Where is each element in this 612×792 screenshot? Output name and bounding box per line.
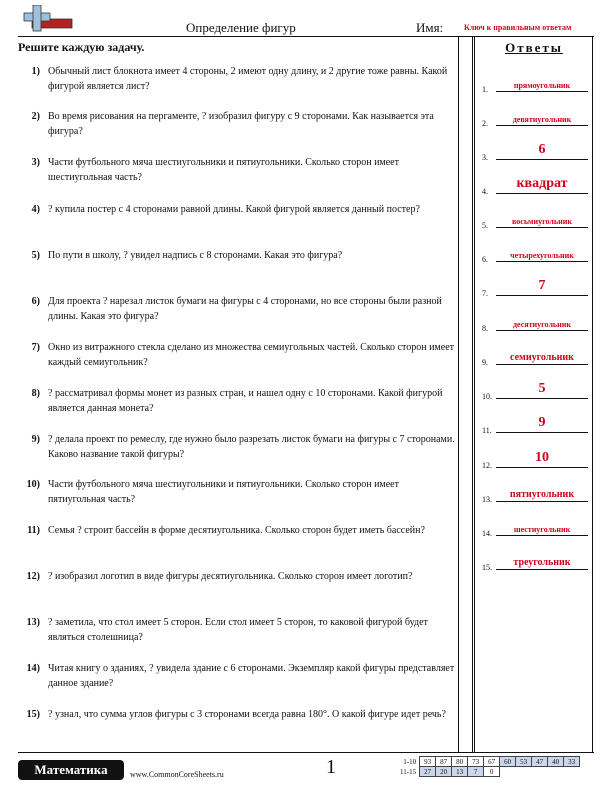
score-cell: 67 — [484, 757, 500, 767]
answer-value: 10 — [535, 450, 549, 465]
score-cell: 47 — [532, 757, 548, 767]
score-cell: 53 — [516, 757, 532, 767]
question-number: 11) — [27, 525, 40, 536]
score-cell: 40 — [548, 757, 564, 767]
answer-value: четырехугольник — [510, 251, 574, 260]
score-cell: 7 — [468, 767, 484, 777]
website-link[interactable]: www.CommonCoreSheets.ru — [130, 770, 224, 779]
answer-line — [496, 295, 588, 296]
answer-value: треугольник — [513, 557, 571, 568]
answer-15 — [482, 552, 588, 572]
score-cell: 27 — [420, 767, 436, 777]
answer-line — [496, 501, 588, 502]
question-text: ? купила постер с 4 сторонами равной длины. Какой фигурой является данный постер? — [48, 204, 420, 215]
plus-minus-logo-icon — [22, 5, 76, 39]
score-row — [398, 757, 580, 767]
question-number: 7) — [31, 342, 40, 353]
answer-number: 14. — [482, 529, 492, 538]
answer-line — [496, 330, 588, 331]
answer-value: 7 — [538, 278, 546, 293]
answer-line — [496, 467, 588, 468]
header-divider — [18, 36, 594, 37]
answer-line — [496, 227, 588, 228]
answers-title: Ответы — [505, 40, 563, 55]
answer-line — [496, 261, 588, 262]
answer-line — [496, 432, 588, 433]
score-cell: 73 — [468, 757, 484, 767]
answer-3 — [482, 142, 588, 162]
question-text: Для проекта ? нарезал листок бумаги на фигуры с 4 сторонами, но все стороны были разной длины. Какая это фигура? — [48, 296, 442, 322]
question-number: 8) — [31, 388, 40, 399]
footer-divider — [18, 752, 594, 753]
answer-value: квадрат — [516, 176, 568, 191]
answer-value: 5 — [538, 381, 546, 396]
brand-badge: Математика — [18, 760, 124, 780]
answer-11 — [482, 415, 588, 435]
answer-number: 4. — [482, 187, 488, 196]
answer-number: 13. — [482, 495, 492, 504]
question-text: Части футбольного мяча шестиугольники и пятиугольники. Сколько сторон имеет шестиугольная часть? — [48, 157, 399, 183]
answer-line — [496, 193, 588, 194]
question-text: ? рассматривал формы монет из разных стран, и нашел одну с 10 сторонами. Какой фигурой является данная монета? — [48, 388, 443, 414]
answer-7 — [482, 278, 588, 298]
answer-number: 9. — [482, 358, 488, 367]
question-number: 3) — [31, 157, 40, 168]
score-cell: 13 — [452, 767, 468, 777]
question-number: 10) — [26, 479, 40, 490]
answer-8 — [482, 313, 588, 333]
answer-value: пятиугольник — [509, 489, 575, 500]
question-text: ? узнал, что сумма углов фигуры с 3 сторонами всегда равна 180°. О какой фигуре идет речь? — [48, 709, 446, 720]
answer-number: 11. — [482, 426, 492, 435]
question-number: 4) — [31, 204, 40, 215]
answer-14 — [482, 518, 588, 538]
answer-line — [496, 569, 588, 570]
question-text: Части футбольного мяча шестиугольники и пятиугольники. Сколько сторон имеет пятиугольная часть? — [48, 479, 399, 505]
answer-1 — [482, 74, 588, 94]
answer-number: 8. — [482, 324, 488, 333]
question-number: 14) — [26, 663, 40, 674]
question-text: ? изобразил логотип в виде фигуры десятиугольника. Сколько сторон имеет логотип? — [48, 571, 413, 582]
score-cell: 80 — [452, 757, 468, 767]
question-number: 2) — [31, 111, 40, 122]
answer-line — [496, 398, 588, 399]
score-row — [398, 767, 580, 777]
score-row-label: 1-10 — [403, 757, 417, 766]
answer-column-divider — [472, 37, 475, 752]
answer-4 — [482, 176, 588, 196]
answer-line — [496, 125, 588, 126]
answer-value: шестиугольник — [513, 525, 571, 534]
score-cell: 0 — [484, 767, 500, 777]
answer-number: 15. — [482, 563, 492, 572]
question-number: 13) — [26, 617, 40, 628]
answer-line — [496, 159, 588, 160]
answer-9 — [482, 347, 588, 367]
answer-value: десятиугольник — [513, 320, 571, 329]
answer-13 — [482, 484, 588, 504]
answer-value: девятиугольник — [512, 115, 572, 124]
answer-key-label: Ключ к правильным ответам — [464, 23, 572, 32]
answer-6 — [482, 244, 588, 264]
question-number: 15) — [26, 709, 40, 720]
answer-number: 12. — [482, 461, 492, 470]
answer-line — [496, 364, 588, 365]
question-number: 1) — [31, 66, 40, 77]
answer-number: 5. — [482, 221, 488, 230]
question-text: Окно из витражного стекла сделано из множества семиугольных частей. Сколько сторон имеет каждый семиугольник? — [48, 342, 454, 368]
question-number: 12) — [26, 571, 40, 582]
answer-2 — [482, 108, 588, 128]
question-text: ? делала проект по ремеслу, где нужно было разрезать листок бумаги на фигуры с 7 сторонами. Каково название такой фигуры? — [48, 434, 455, 460]
answer-value: восьмиугольник — [512, 217, 572, 226]
answer-line — [496, 91, 588, 92]
column-divider — [458, 37, 459, 752]
instructions: Решите каждую задачу. — [18, 40, 145, 54]
question-number: 9) — [31, 434, 40, 445]
answer-value: семиугольник — [510, 352, 574, 363]
answer-line — [496, 535, 588, 536]
score-cell: 87 — [436, 757, 452, 767]
answer-value: 9 — [538, 415, 546, 430]
answer-number: 1. — [482, 85, 488, 94]
question-text: Семья ? строит бассейн в форме десятиугольника. Сколько сторон будет иметь бассейн? — [48, 525, 425, 536]
question-text: По пути в школу, ? увидел надпись с 8 сторонами. Какая это фигура? — [48, 250, 343, 261]
answer-number: 2. — [482, 119, 488, 128]
answer-10 — [482, 381, 588, 401]
answer-12 — [482, 450, 588, 470]
question-text: Обычный лист блокнота имеет 4 стороны, 2 имеют одну длину, и 2 другие тоже равны. Какой фигурой является лист? — [48, 66, 448, 92]
score-cell: 60 — [500, 757, 516, 767]
score-table — [398, 756, 580, 777]
question-number: 6) — [31, 296, 40, 307]
score-cell: 93 — [420, 757, 436, 767]
answer-5 — [482, 210, 588, 230]
score-cell: 33 — [564, 757, 580, 767]
answer-value: 6 — [538, 142, 546, 157]
page-number: 1 — [326, 756, 336, 778]
answer-number: 10. — [482, 392, 492, 401]
page-title: Определение фигур — [186, 20, 296, 35]
question-text: ? заметила, что стол имеет 5 сторон. Если стол имеет 5 сторон, то каковой фигурой будет являться столешница? — [48, 617, 428, 643]
answer-number: 6. — [482, 255, 488, 264]
question-number: 5) — [31, 250, 40, 261]
score-cell: 20 — [436, 767, 452, 777]
answer-number: 7. — [482, 289, 488, 298]
answer-value: прямоугольник — [513, 81, 571, 90]
answer-column-right-border — [592, 37, 593, 752]
score-row-label: 11-15 — [400, 767, 417, 776]
name-label: Имя: — [416, 20, 444, 35]
question-text: Читая книгу о зданиях, ? увидела здание с 6 сторонами. Экземпляр какой фигуры представляет данное здание? — [48, 663, 455, 689]
question-text: Во время рисования на пергаменте, ? изобразил фигуру с 9 сторонами. Как называется эта фигура? — [48, 111, 434, 137]
answer-number: 3. — [482, 153, 488, 162]
